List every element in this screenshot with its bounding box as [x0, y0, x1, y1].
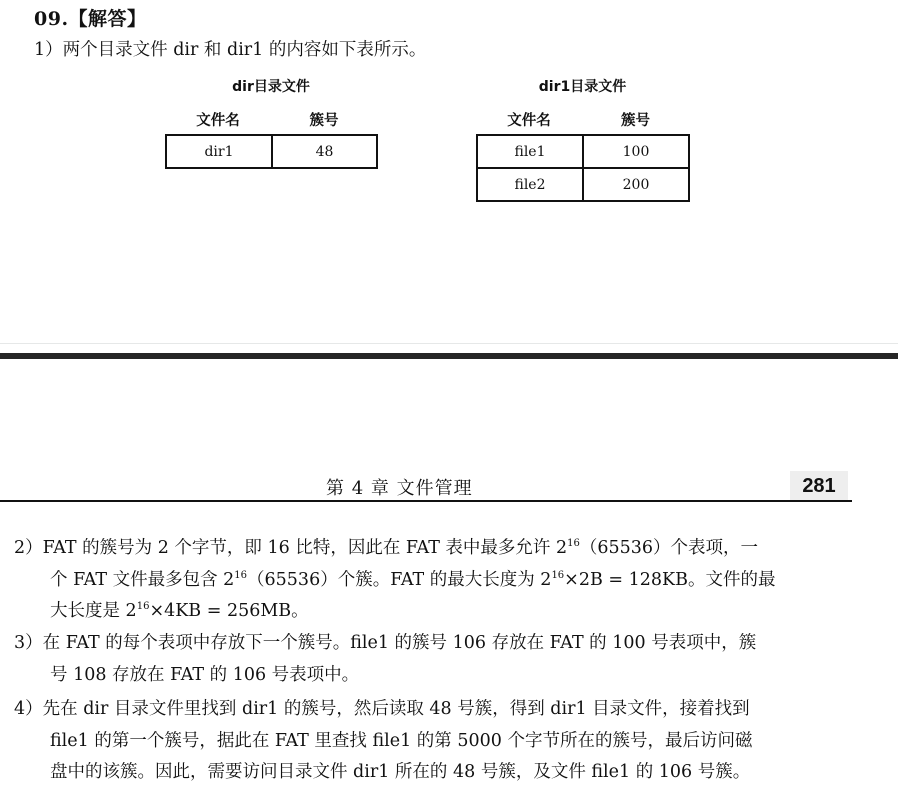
text-segment: （65536）个表项，一: [579, 538, 759, 558]
text-line: 盘中的该簇。因此，需要访问目录文件 dir1 所在的 48 号簇，及文件 file1 的 106 号簇。: [50, 762, 751, 782]
answer-part1: 1）两个目录文件 dir 和 dir1 的内容如下表所示。: [34, 40, 427, 60]
page-edge-divider: [0, 343, 898, 344]
table-cell: 48: [272, 135, 377, 168]
chapter-running-header: 第 4 章 文件管理: [326, 478, 473, 499]
text-line: 4）先在 dir 目录文件里找到 dir1 的簇号，然后读取 48 号簇，得到 dir1 目录文件，接着找到: [14, 699, 750, 719]
dir-table: [165, 134, 378, 169]
table-row: [166, 135, 377, 168]
text-segment: 个 FAT 文件最多包含 2: [50, 569, 235, 590]
text-line: 3）在 FAT 的每个表项中存放下一个簇号。file1 的簇号 106 存放在 FAT 的 100 号表项中，簇: [14, 633, 757, 653]
text-segment: ×2B = 128KB。文件的最: [564, 569, 776, 590]
table-cell: file1: [477, 135, 583, 168]
column-header-cluster: 簇号: [621, 113, 650, 129]
table-cell: 200: [583, 168, 689, 201]
text-line: [14, 565, 775, 597]
text-segment: （65536）个簇。FAT 的最大长度为 2: [247, 569, 552, 590]
answer-part3: [14, 628, 756, 691]
text-segment: 大长度是 2: [50, 601, 137, 621]
superscript: 16: [551, 569, 565, 581]
text-line: file1 的第一个簇号，据此在 FAT 里查找 file1 的第 5000 个字节所在的簇号，最后访问磁: [50, 730, 753, 751]
answer-part2: [14, 533, 775, 628]
question-title: 09.【解答】: [34, 8, 147, 30]
dir1-table: [476, 134, 690, 202]
column-header-filename: 文件名: [196, 113, 240, 129]
answer-part4: [14, 694, 752, 789]
page-break-divider: [0, 353, 898, 359]
column-header-cluster: 簇号: [309, 113, 339, 129]
table-row: [477, 135, 689, 168]
superscript: 16: [136, 601, 150, 613]
text-line: [14, 533, 775, 565]
superscript: 16: [234, 569, 248, 581]
table-cell: 100: [583, 135, 689, 168]
table-cell: file2: [477, 168, 583, 201]
column-header-filename: 文件名: [507, 113, 551, 129]
table-cell: dir1: [166, 135, 272, 168]
text-segment: 2）FAT 的簇号为 2 个字节，即 16 比特，因此在 FAT 表中最多允许 2: [14, 538, 568, 558]
text-line: [14, 596, 775, 628]
text-line: 号 108 存放在 FAT 的 106 号表项中。: [50, 664, 360, 685]
text-segment: ×4KB = 256MB。: [149, 601, 309, 621]
superscript: 16: [567, 538, 580, 550]
table-caption-dir: dir目录文件: [232, 79, 310, 95]
table-caption-dir1: dir1目录文件: [538, 79, 627, 95]
header-rule: [0, 500, 852, 502]
page-number: 281: [790, 471, 848, 500]
table-row: [477, 168, 689, 201]
